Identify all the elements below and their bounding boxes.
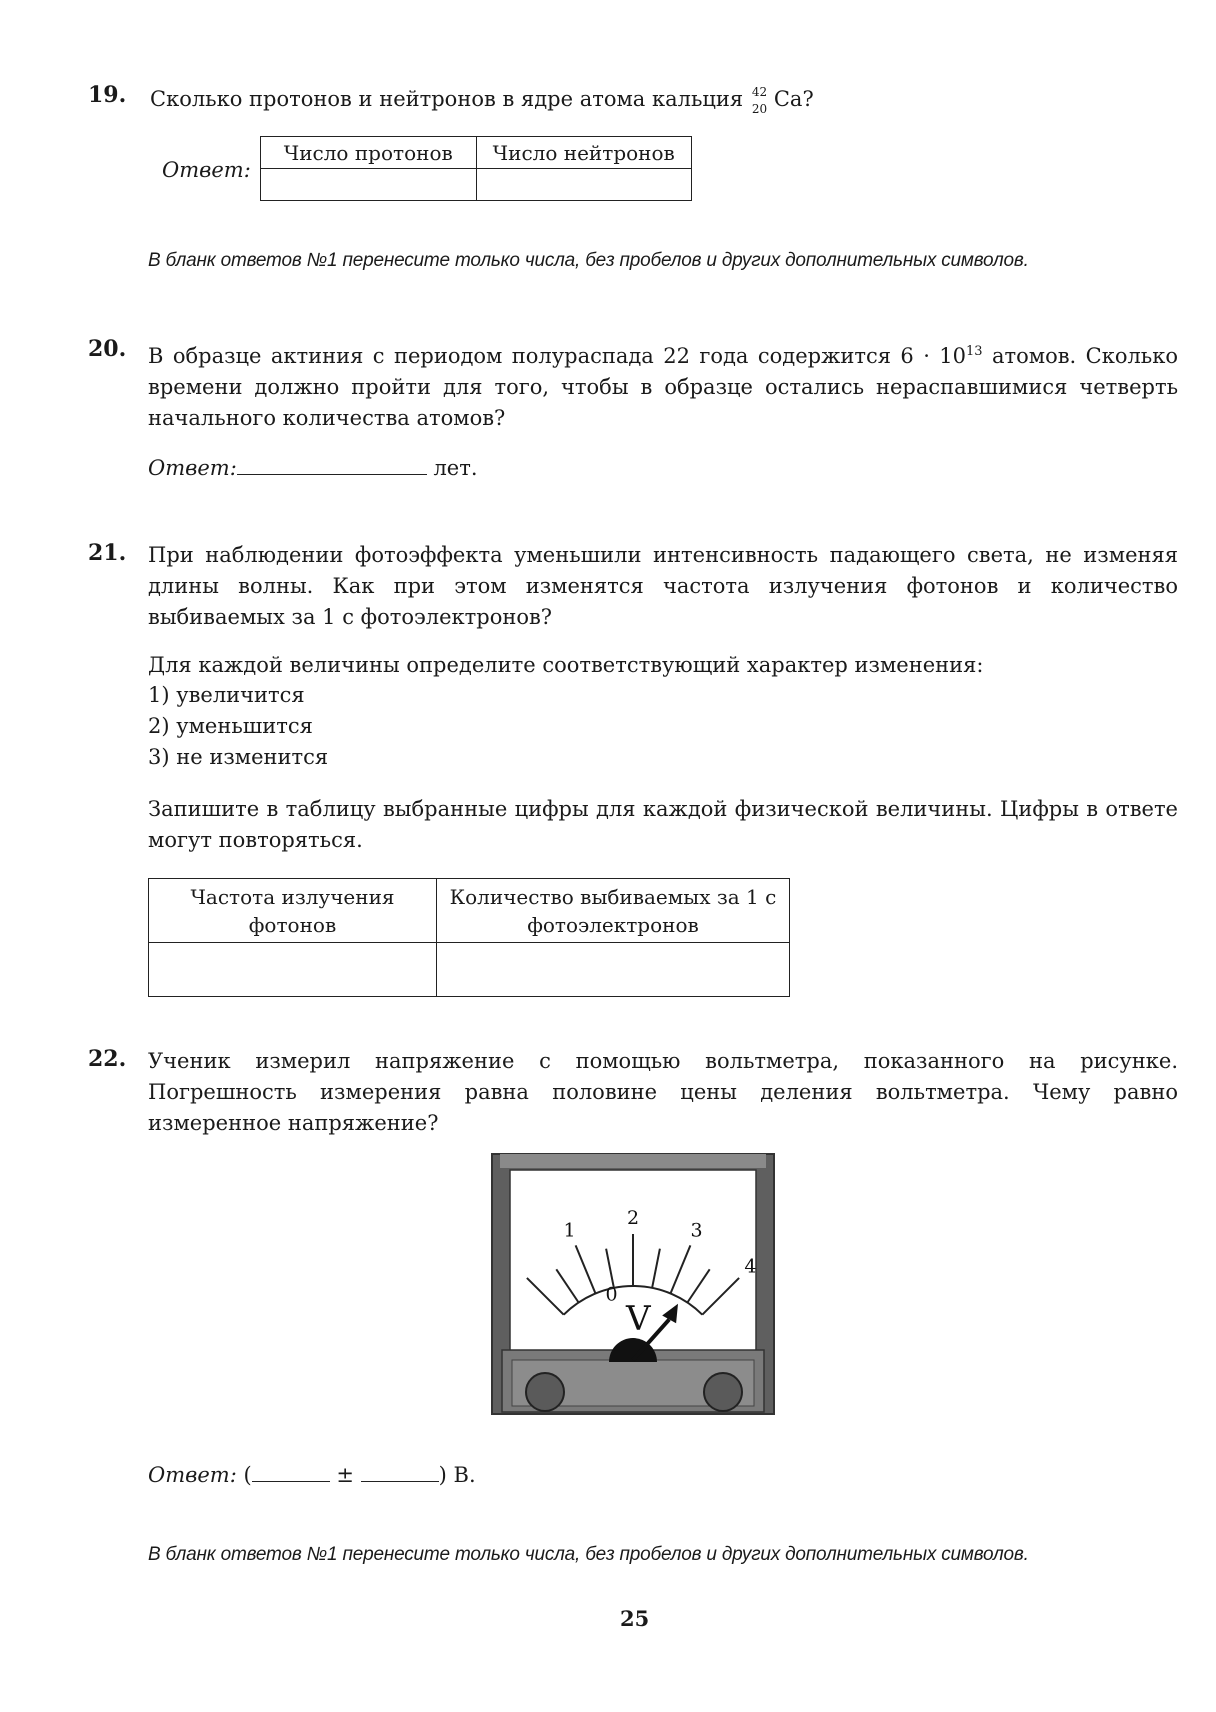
q19-text xyxy=(150,84,1050,115)
page-number: 25 xyxy=(620,1606,650,1631)
right-terminal xyxy=(704,1373,742,1411)
q21-answer-table xyxy=(148,878,790,997)
q20-text-part2: атомов. Сколько времени должно пройти для того, чтобы в образце остались нераспавшимися четверть начального количества атомов? xyxy=(148,344,1178,430)
q19-cell-protons[interactable] xyxy=(261,169,477,201)
voltmeter-top-bar xyxy=(500,1154,766,1168)
voltmeter-figure xyxy=(490,1152,776,1416)
q21-col1-line1: Частота излучения xyxy=(190,884,395,909)
q19-header-neutrons: Число нейтронов xyxy=(476,137,692,169)
q22-error-blank[interactable] xyxy=(361,1459,439,1482)
q21-header-count xyxy=(437,879,790,943)
q22-answer-line xyxy=(148,1459,476,1491)
q20-answer-blank[interactable] xyxy=(237,452,427,475)
q22-unit: ) В. xyxy=(438,1463,476,1487)
scale-label-0: 0 xyxy=(605,1283,618,1306)
scale-label-3: 3 xyxy=(690,1219,703,1242)
q21-col2-line2: фотоэлектронов xyxy=(527,912,699,937)
scale-label-1: 1 xyxy=(563,1219,576,1242)
left-terminal xyxy=(526,1373,564,1411)
q19-text-after: ? xyxy=(802,87,814,111)
q22-answer-label: Ответ: xyxy=(148,1463,237,1487)
q20-text-part1: В образце актиния с периодом полураспада 22 года содержится 6 · 10 xyxy=(148,344,966,368)
scale-label-2: 2 xyxy=(626,1207,640,1229)
q22-open-paren: ( xyxy=(243,1463,252,1487)
q19-number: 19. xyxy=(88,82,127,108)
q22-note: В бланк ответов №1 перенесите только числа, без пробелов и других дополнительных символов. xyxy=(148,1544,1029,1565)
q21-number: 21. xyxy=(88,540,127,566)
isotope-atomic-number: 20 xyxy=(751,102,768,116)
q19-header-protons: Число протонов xyxy=(261,137,477,169)
q21-instruction: Для каждой величины определите соответствующий характер изменения: xyxy=(148,653,984,677)
q19-answer-label: Ответ: xyxy=(162,158,251,182)
q21-text: При наблюдении фотоэффекта уменьшили интенсивность падающего света, не изменяя длины волны. Как при этом изменятся частота излучения фотонов и количество выбиваемых за 1 с фотоэлектронов? xyxy=(148,543,1178,629)
q21-header-frequency xyxy=(149,879,437,943)
q21-col1-line2: фотонов xyxy=(248,912,337,937)
q19-answer-table xyxy=(260,136,692,201)
q22-text: Ученик измерил напряжение с помощью вольтметра, показанного на рисунке. Погрешность измерения равна половине цены деления вольтметра. Чему равно измеренное напряжение? xyxy=(148,1049,1178,1135)
scale-label-4: 4 xyxy=(744,1255,757,1278)
q21-table-instruction: Запишите в таблицу выбранные цифры для каждой физической величины. Цифры в ответе могут повторяться. xyxy=(148,797,1178,852)
q19-cell-neutrons[interactable] xyxy=(476,169,692,201)
q21-option-2: 2) уменьшится xyxy=(148,714,313,738)
q22-value-blank[interactable] xyxy=(252,1459,330,1482)
q21-cell-frequency[interactable] xyxy=(149,943,437,997)
q20-text xyxy=(148,336,1178,434)
q19-text-before: Сколько протонов и нейтронов в ядре атома кальция xyxy=(150,87,750,111)
q20-number: 20. xyxy=(88,336,127,362)
q21-option-3: 3) не изменится xyxy=(148,745,329,769)
q20-exponent: 13 xyxy=(966,344,983,359)
q21-col2-line1: Количество выбиваемых за 1 с xyxy=(449,884,777,909)
isotope-symbol: Ca xyxy=(773,87,803,111)
q22-number: 22. xyxy=(88,1046,127,1072)
q21-cell-count[interactable] xyxy=(437,943,790,997)
q19-note: В бланк ответов №1 перенесите только числа, без пробелов и других дополнительных символов. xyxy=(148,250,1029,271)
unit-symbol: V xyxy=(626,1299,651,1339)
q20-unit: лет. xyxy=(433,456,478,480)
isotope-mass-number: 42 xyxy=(751,85,768,99)
calcium-isotope xyxy=(750,84,774,116)
q20-answer-label: Ответ: xyxy=(148,456,237,480)
q22-plus-minus: ± xyxy=(336,1463,354,1487)
q20-answer-line xyxy=(148,452,478,484)
q21-option-1: 1) увеличится xyxy=(148,683,305,707)
